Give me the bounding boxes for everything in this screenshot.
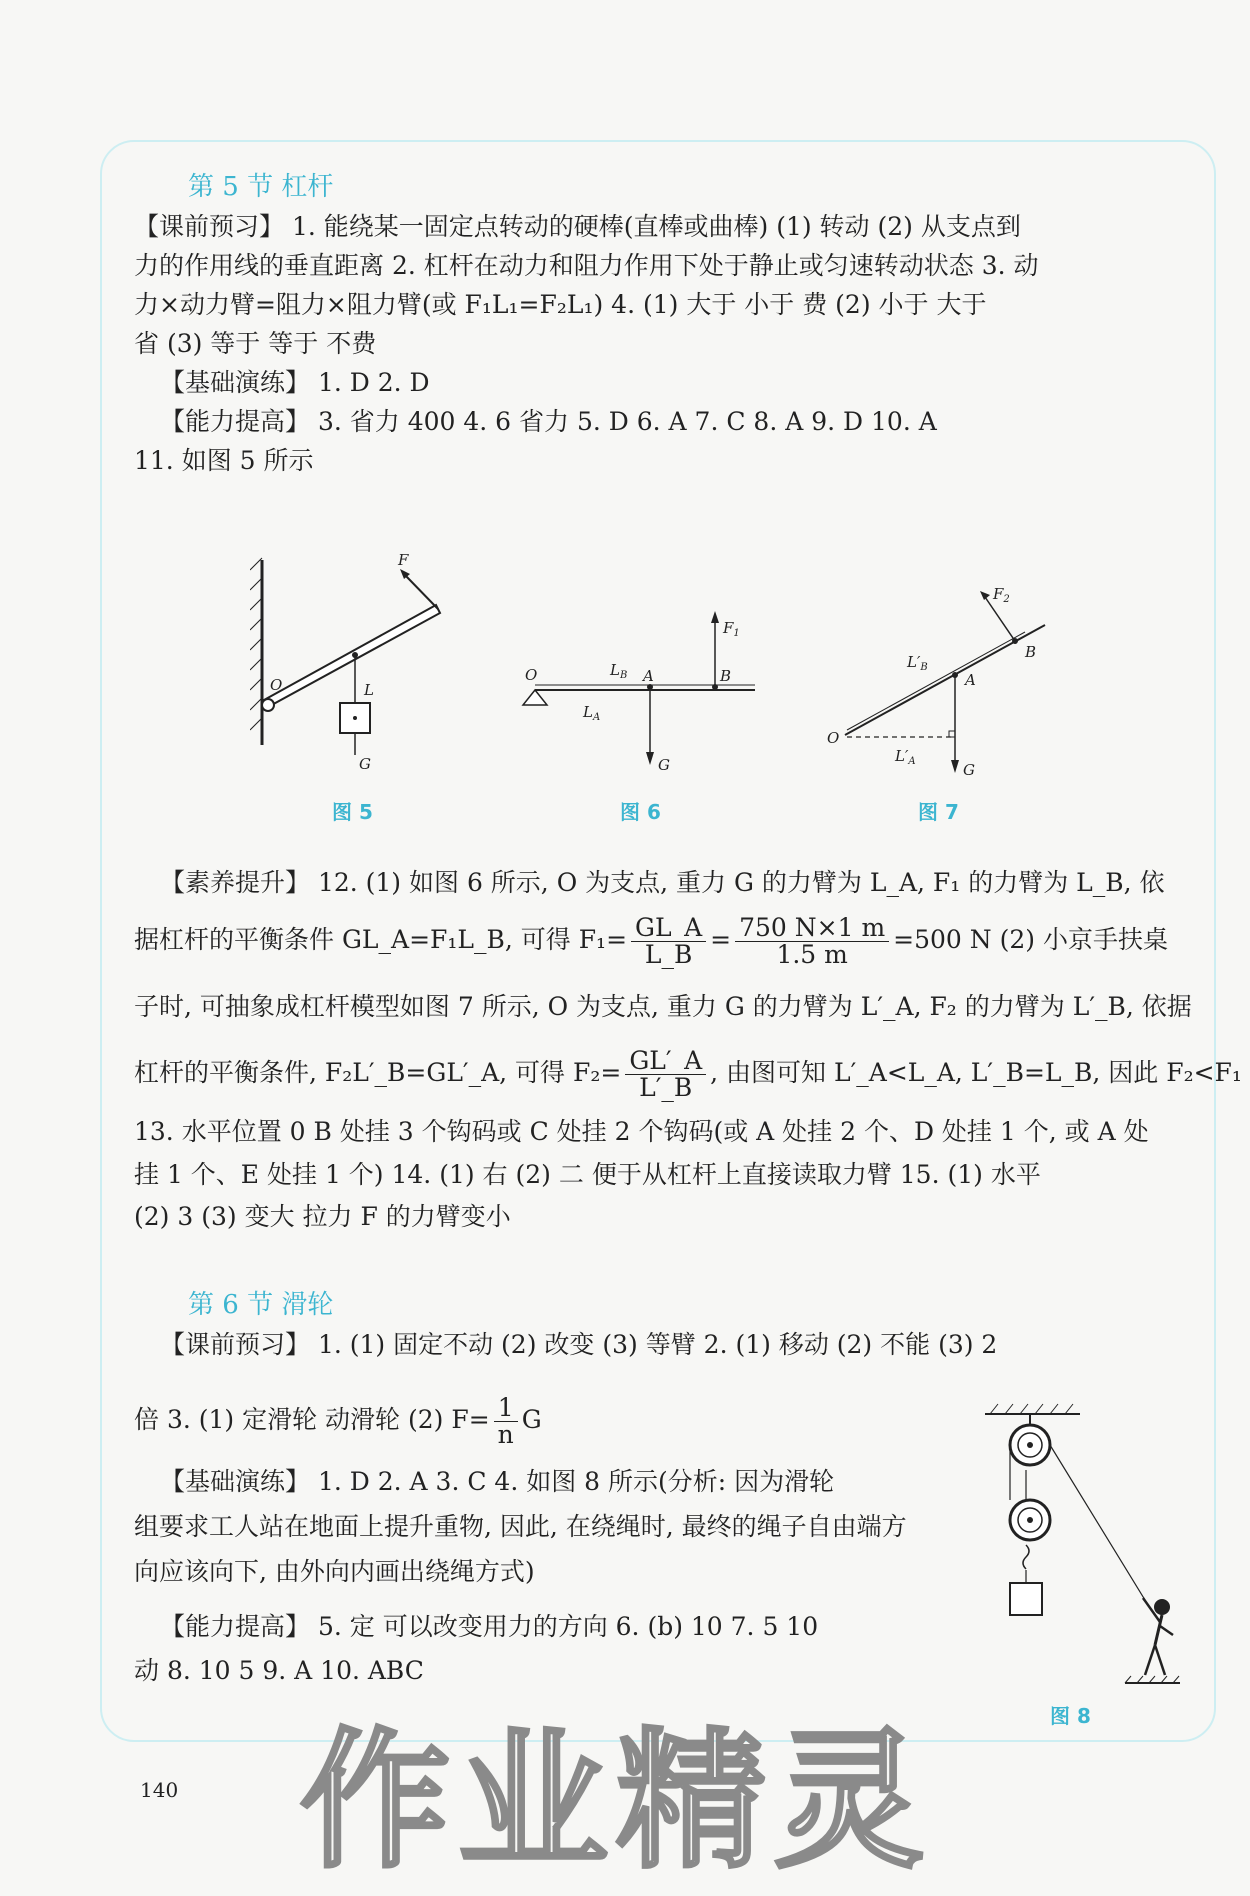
- s6-line-1: 【课前预习】 1. (1) 固定不动 (2) 改变 (3) 等臂 2. (1) 移动 (2) 不能 (3) 2: [160, 1330, 998, 1359]
- s5-line-1: 【课前预习】 1. 能绕某一固定点转动的硬棒(直棒或曲棒) (1) 转动 (2) 从支点到: [134, 212, 1021, 241]
- svg-text:L′B: $L'_B$: [907, 653, 928, 673]
- fraction-2: [735, 915, 889, 968]
- figure-5-caption: 图 5: [332, 800, 373, 824]
- fraction-2-denominator: 1.5 m: [776, 940, 848, 969]
- s6-line-5: 向应该向下, 由外向内画出绕绳方式): [134, 1557, 535, 1586]
- svg-text:G: G: [359, 755, 371, 773]
- svg-text:L: L: [364, 681, 374, 699]
- fraction-3-denominator: L′_B: [639, 1073, 693, 1102]
- s5-line-8: 【素养提升】 12. (1) 如图 6 所示, O 为支点, 重力 G 的力臂为 L_A, F₁ 的力臂为 L_B, 依: [160, 868, 1165, 897]
- s6-line-7: 动 8. 10 5 9. A 10. ABC: [134, 1656, 424, 1685]
- s5-line-9: 据杠杆的平衡条件 GL_A=F₁L_B, 可得 F₁= $\frac{GL\_A}{L\_B}$ = $\frac{750 N\times 1 m}{1.5 m}$ =500 N (2) 小京手扶桌: [134, 913, 1168, 969]
- fraction-2-numerator: 750 N×1 m: [735, 915, 889, 942]
- s5-line-7: 11. 如图 5 所示: [134, 446, 314, 475]
- s6-line-6: 【能力提高】 5. 定 可以改变用力的方向 6. (b) 10 7. 5 10: [160, 1612, 819, 1641]
- figure-6-diagram: [515, 605, 765, 785]
- svg-text:G: G: [658, 756, 670, 774]
- s5-line-11-text-a: 杠杆的平衡条件, F₂L′_B=GL′_A, 可得 F₂=: [134, 1058, 622, 1087]
- fraction-3-numerator: GL′_A: [625, 1048, 706, 1075]
- page-number: 140: [140, 1778, 179, 1802]
- svg-text:F: F: [398, 551, 409, 569]
- svg-text:B: B: [720, 667, 732, 685]
- svg-text:O: O: [270, 676, 283, 694]
- s5-line-5: 【基础演练】 1. D 2. D: [160, 368, 430, 397]
- figure-8-caption: 图 8: [1050, 1704, 1091, 1728]
- fraction-4: [494, 1395, 518, 1448]
- s5-line-2: 力的作用线的垂直距离 2. 杠杆在动力和阻力作用下处于静止或匀速转动状态 3. 动: [134, 251, 1039, 280]
- fraction-4-numerator: 1: [494, 1395, 518, 1422]
- s5-line-3: 力×动力臂=阻力×阻力臂(或 F₁L₁=F₂L₁) 4. (1) 大于 小于 费 (2) 小于 大于: [134, 290, 987, 319]
- fraction-1-numerator: GL_A: [631, 915, 706, 942]
- figure-7-diagram: [825, 575, 1055, 785]
- svg-text:B: B: [1025, 643, 1037, 661]
- s5-line-14: (2) 3 (3) 变大 拉力 F 的力臂变小: [134, 1202, 511, 1231]
- fraction-1: [631, 915, 706, 968]
- svg-text:LA: $L_A$: [583, 703, 601, 723]
- s5-line-11-text-b: , 由图可知 L′_A<L_A, L′_B=L_B, 因此 F₂<F₁: [710, 1058, 1242, 1087]
- svg-text:F2: $F_2$: [993, 585, 1010, 605]
- watermark: 作业精灵: [300, 1715, 933, 1889]
- svg-text:L′A: $L'_A$: [895, 747, 916, 767]
- s5-line-11: [134, 1046, 1242, 1102]
- s5-line-12: 13. 水平位置 0 B 处挂 3 个钩码或 C 处挂 2 个钩码(或 A 处挂 2 个、D 处挂 1 个, 或 A 处: [134, 1117, 1149, 1146]
- figure-8-diagram: [985, 1400, 1180, 1685]
- svg-text:A: A: [965, 671, 976, 689]
- svg-text:O: O: [525, 666, 538, 684]
- figure-5-diagram: [250, 545, 470, 775]
- s5-line-4: 省 (3) 等于 等于 不费: [134, 329, 377, 358]
- s6-line-4: 组要求工人站在地面上提升重物, 因此, 在绕绳时, 最终的绳子自由端方: [134, 1512, 907, 1541]
- svg-text:F1: $F_1$: [723, 619, 740, 639]
- s6-line-2-text-b: G: [521, 1405, 542, 1434]
- section-5-title: 第 5 节 杠杆: [188, 172, 334, 202]
- s6-line-3: 【基础演练】 1. D 2. A 3. C 4. 如图 8 所示(分析: 因为滑轮: [160, 1467, 835, 1496]
- s5-line-9-text-b: =500 N (2) 小京手扶桌: [893, 925, 1168, 954]
- svg-text:A: A: [643, 667, 654, 685]
- s5-line-13: 挂 1 个、E 处挂 1 个) 14. (1) 右 (2) 二 便于从杠杆上直接读取力臂 15. (1) 水平: [134, 1160, 1041, 1189]
- section-6-title: 第 6 节 滑轮: [188, 1290, 334, 1320]
- fraction-1-denominator: L_B: [644, 940, 693, 969]
- fraction-3: [625, 1048, 706, 1101]
- s5-line-9-text-a: 据杠杆的平衡条件 GL_A=F₁L_B, 可得 F₁=: [134, 925, 628, 954]
- s5-line-10: 子时, 可抽象成杠杆模型如图 7 所示, O 为支点, 重力 G 的力臂为 L′_A, F₂ 的力臂为 L′_B, 依据: [134, 992, 1192, 1021]
- figure-7-caption: 图 7: [918, 800, 959, 824]
- fraction-4-denominator: n: [497, 1420, 514, 1449]
- s6-line-2-text-a: 倍 3. (1) 定滑轮 动滑轮 (2) F=: [134, 1405, 490, 1434]
- s5-line-6: 【能力提高】 3. 省力 400 4. 6 省力 5. D 6. A 7. C 8. A 9. D 10. A: [160, 407, 937, 436]
- svg-text:LB: $L_B$: [610, 661, 628, 681]
- svg-text:G: G: [963, 761, 975, 779]
- svg-text:O: O: [827, 729, 840, 747]
- figure-6-caption: 图 6: [620, 800, 661, 824]
